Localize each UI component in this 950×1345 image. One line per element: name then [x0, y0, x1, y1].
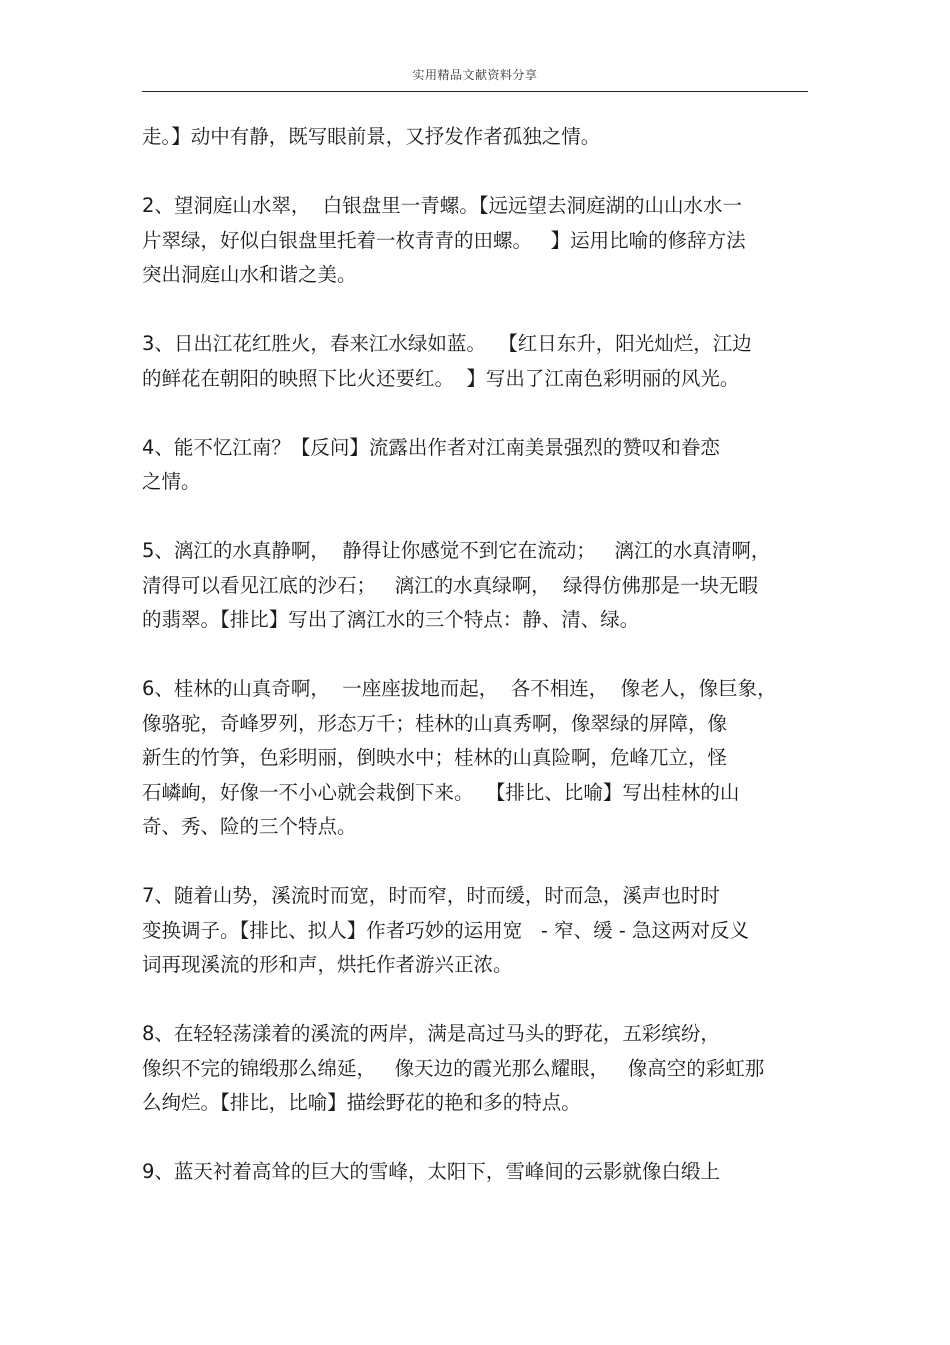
paragraph [142, 1155, 808, 1190]
text-line: 新生的竹笋，色彩明丽，倒映水中；桂林的山真险啊，危峰兀立，怪 [142, 746, 728, 769]
header-divider [142, 91, 808, 92]
header-title: 实用精品文献资料分享 [412, 68, 538, 82]
text-line: 像骆驼，奇峰罗列，形态万千；桂林的山真秀啊，像翠绿的屏障，像 [142, 711, 728, 735]
text-line: 奇、秀、险的三个特点。 [142, 815, 357, 838]
text-line: 7、随着山势，溪流时而宽，时而窄，时而缓，时而急，溪声也时时 [142, 884, 720, 907]
text-line: 片翠绿，好似白银盘里托着一枚青青的田螺。 】运用比喻的修辞方法 [142, 228, 746, 252]
text-line: 5、漓江的水真静啊， 静得让你感觉不到它在流动； 漓江的水真清啊， [142, 539, 771, 562]
paragraph [142, 327, 808, 396]
paragraph [142, 431, 808, 500]
text-line: 4、能不忆江南？【反问】流露出作者对江南美景强烈的赞叹和眷恋 [142, 435, 720, 459]
text-line: 的鲜花在朝阳的映照下比火还要红。 】写出了江南色彩明丽的风光。 [142, 366, 740, 390]
paragraph [142, 120, 808, 155]
text-line: 9、蓝天衬着高耸的巨大的雪峰，太阳下，雪峰间的云影就像白缎上 [142, 1160, 720, 1183]
text-line: 2、望洞庭山水翠， 白银盘里一青螺。【远远望去洞庭湖的山山水水一 [142, 194, 743, 217]
text-line: 突出洞庭山水和谐之美。 [142, 263, 357, 286]
text-line: 像织不完的锦缎那么绵延， 像天边的霞光那么耀眼， 像高空的彩虹那 [142, 1056, 765, 1080]
paragraph [142, 879, 808, 983]
text-line: 之情。 [142, 470, 201, 493]
paragraph [142, 672, 808, 845]
text-line: 石嶙峋，好像一不小心就会栽倒下来。 【排比、比喻】写出桂林的山 [142, 780, 740, 804]
text-line: 清得可以看见江底的沙石； 漓江的水真绿啊， 绿得仿佛那是一块无暇 [142, 573, 758, 597]
text-line: 3、日出江花红胜火，春来江水绿如蓝。 【红日东升，阳光灿烂，江边 [142, 332, 752, 355]
page-header [142, 56, 808, 92]
text-line: 6、桂林的山真奇啊， 一座座拔地而起， 各不相连， 像老人，像巨象， [142, 677, 777, 700]
text-line: 8、在轻轻荡漾着的溪流的两岸，满是高过马头的野花，五彩缤纷， [142, 1022, 720, 1045]
paragraph [142, 1017, 808, 1121]
text-line: 走。】动中有静，既写眼前景，又抒发作者孤独之情。 [142, 125, 601, 148]
text-line: 变换调子。【排比、拟人】作者巧妙的运用宽 - 窄、缓 - 急这两对反义 [142, 918, 750, 942]
paragraph [142, 189, 808, 293]
text-line: 的翡翠。【排比】写出了漓江水的三个特点：静、清、绿。 [142, 608, 640, 631]
paragraph [142, 534, 808, 638]
document-body [142, 120, 808, 1224]
text-line: 么绚烂。【排比，比喻】描绘野花的艳和多的特点。 [142, 1091, 581, 1114]
text-line: 词再现溪流的形和声，烘托作者游兴正浓。 [142, 953, 513, 976]
